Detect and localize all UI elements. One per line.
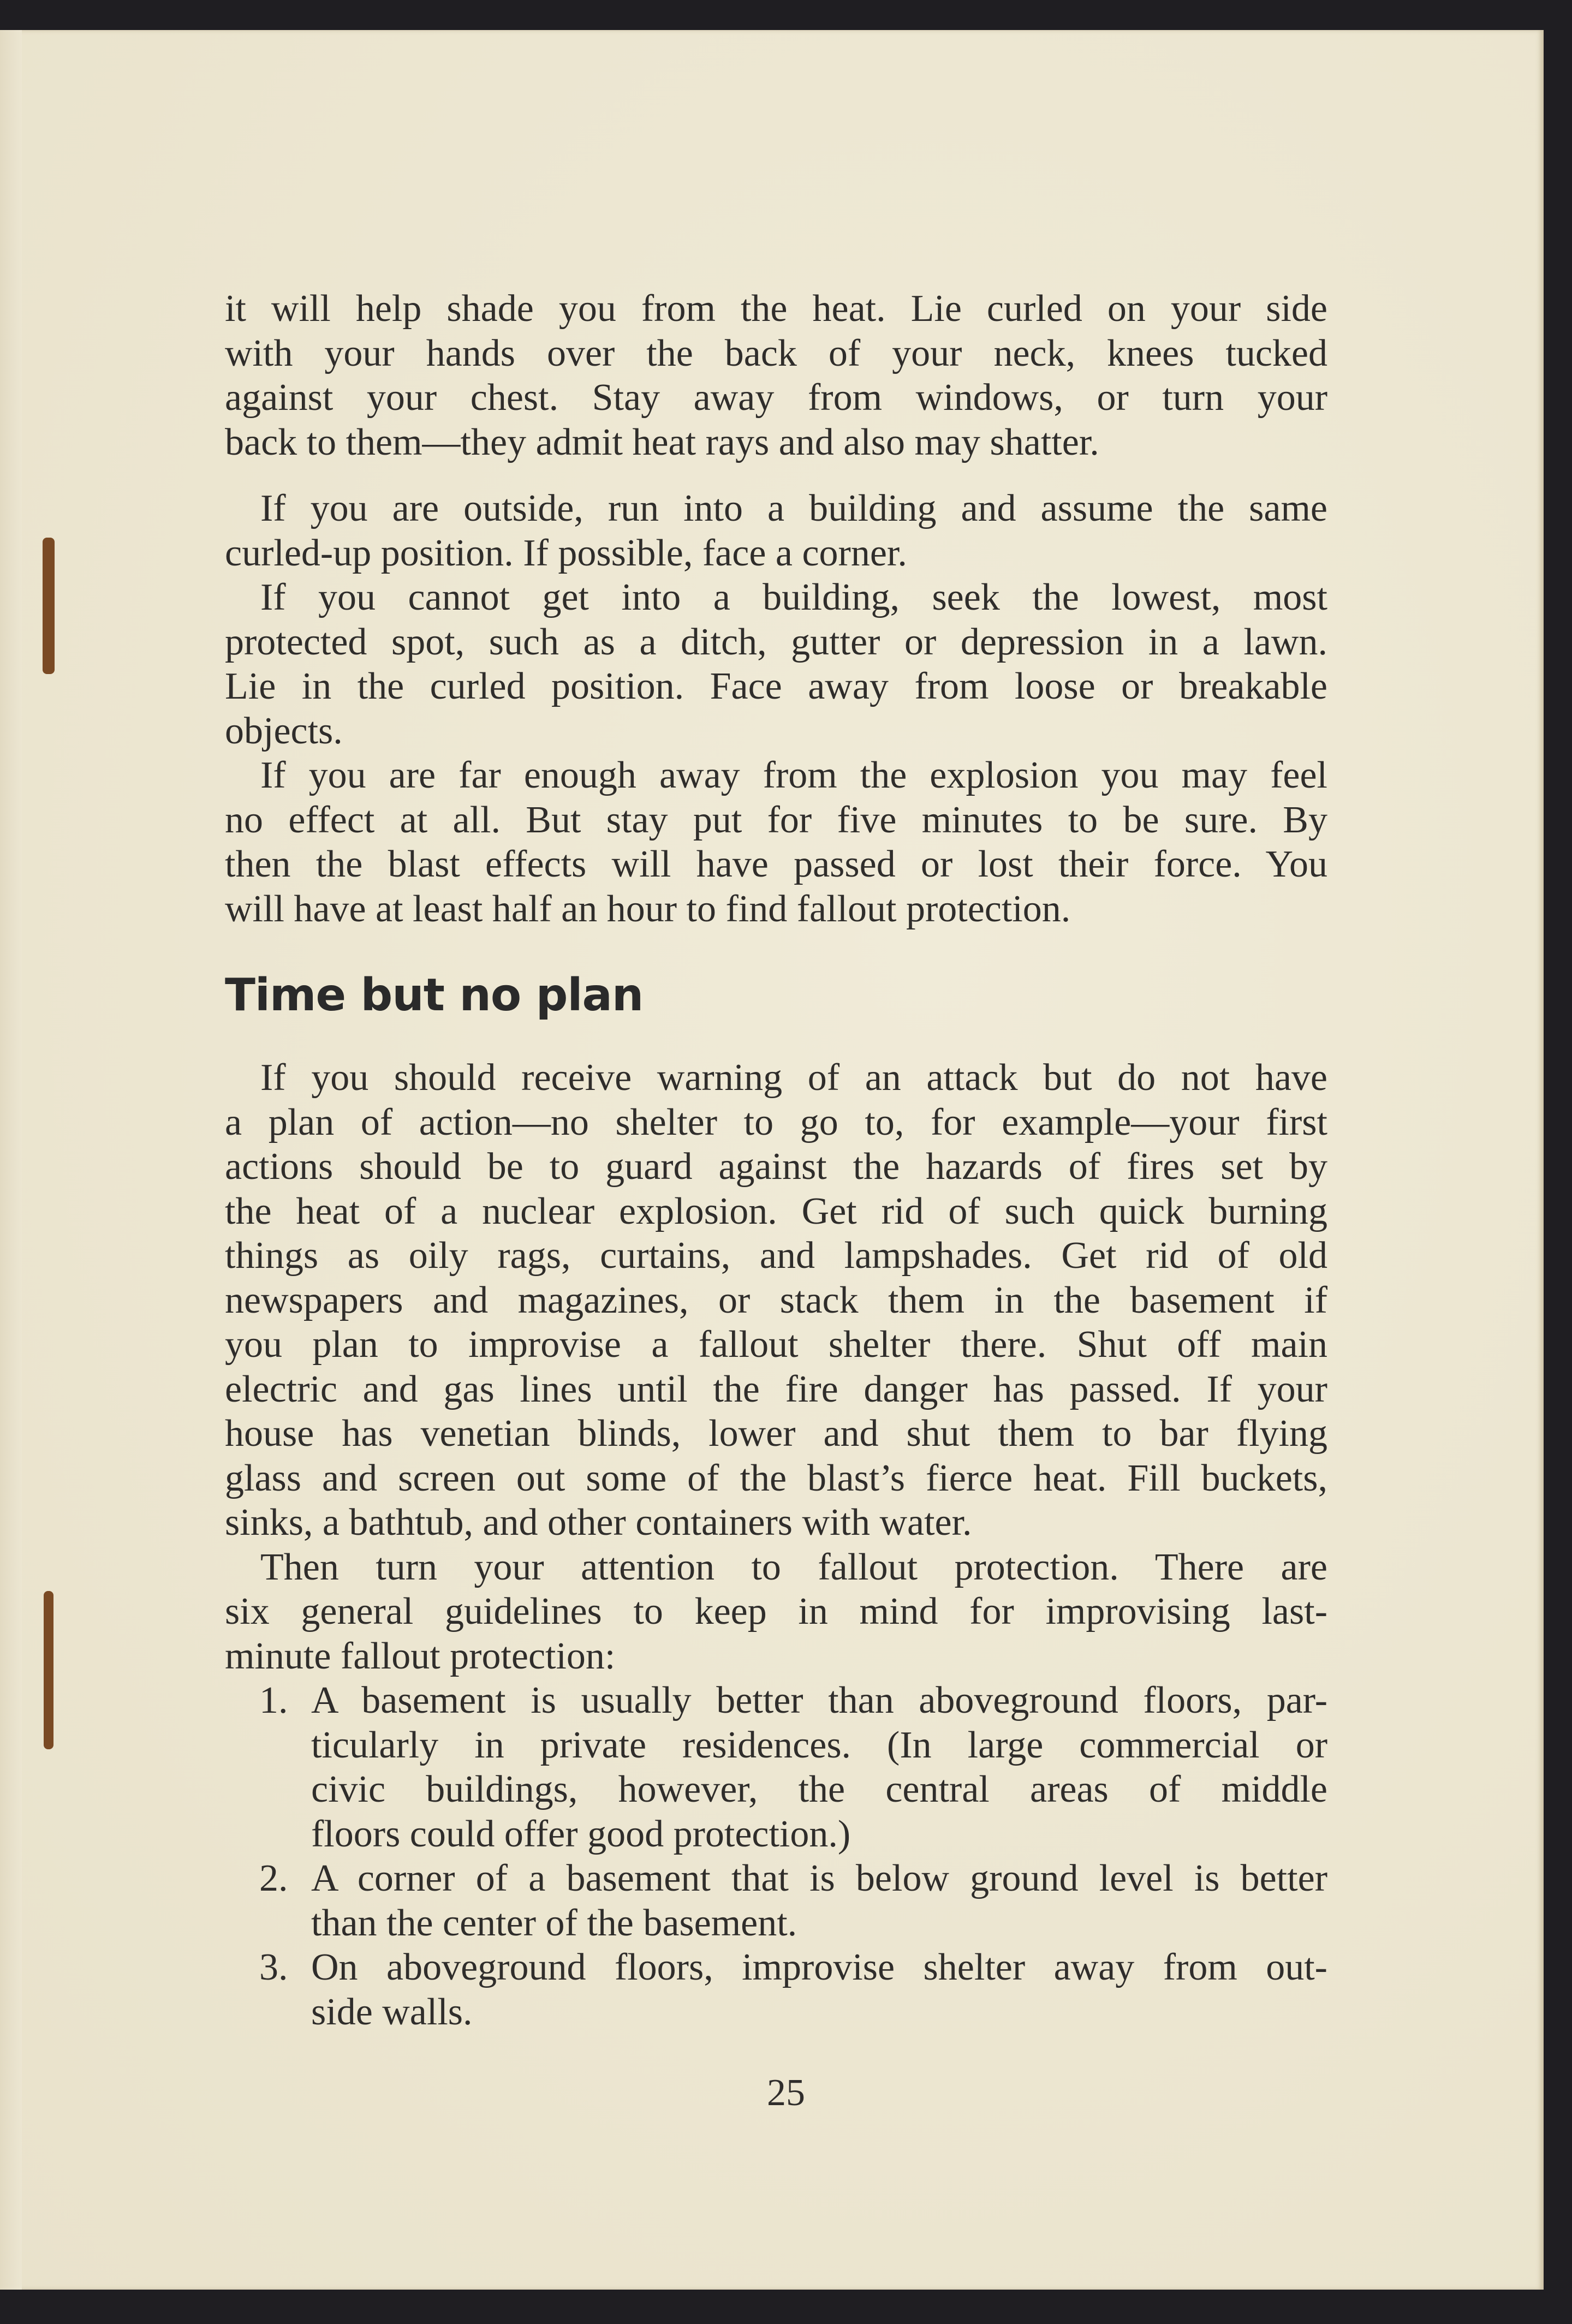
list-number: 1. <box>259 1679 288 1721</box>
text-line: sinks, a bathtub, and other containers with water. <box>225 1501 972 1544</box>
text-line: glass and screen out some of the blast’s fierce heat. Fill buckets, <box>225 1457 1327 1499</box>
page-spine <box>0 30 22 2290</box>
text-line: back to them—they admit heat rays and also may shatter. <box>225 421 1099 463</box>
text-line: will have at least half an hour to find fallout protection. <box>225 887 1071 930</box>
section-heading: Time but no plan <box>225 969 644 1021</box>
text-line: the heat of a nuclear explosion. Get rid of such quick burning <box>225 1190 1327 1232</box>
paragraph <box>225 486 1327 575</box>
text-line: a plan of action—no shelter to go to, for example—your first <box>225 1101 1327 1143</box>
text-line: then the blast effects will have passed or lost their force. You <box>225 843 1327 885</box>
document-page <box>0 30 1544 2290</box>
text-line: A basement is usually better than aboveground floors, par- <box>311 1679 1327 1721</box>
text-line: six general guidelines to keep in mind for improvising last- <box>225 1590 1327 1632</box>
text-line: against your chest. Stay away from windows, or turn your <box>225 377 1327 419</box>
text-line: electric and gas lines until the fire danger has passed. If your <box>225 1368 1327 1410</box>
text-line: civic buildings, however, the central areas of middle <box>311 1768 1327 1810</box>
text-line: If you should receive warning of an attack but do not have <box>260 1057 1327 1099</box>
text-line: If you are outside, run into a building and assume the same <box>260 487 1327 529</box>
text-line: ticularly in private residences. (In large commercial or <box>311 1724 1327 1766</box>
binding-thread-bottom <box>44 1591 53 1749</box>
text-line: you plan to improvise a fallout shelter there. Shut off main <box>225 1324 1327 1366</box>
text-line: than the center of the basement. <box>311 1902 797 1944</box>
list-item <box>225 1945 1327 2034</box>
paragraph <box>225 287 1327 464</box>
list-item <box>225 1678 1327 1856</box>
text-line: Then turn your attention to fallout protection. There are <box>260 1546 1327 1588</box>
text-line: it will help shade you from the heat. Lie curled on your side <box>225 288 1327 330</box>
paragraph <box>225 1056 1327 1545</box>
text-line: objects. <box>225 710 343 752</box>
text-line: side walls. <box>311 1991 473 2033</box>
text-line: minute fallout protection: <box>225 1635 616 1677</box>
paragraph <box>225 1545 1327 1679</box>
text-line: If you cannot get into a building, seek the lowest, most <box>260 576 1327 618</box>
page-body <box>225 287 1327 2034</box>
list-number: 2. <box>259 1857 288 1899</box>
binding-thread-top <box>43 538 55 674</box>
text-line: A corner of a basement that is below ground level is better <box>311 1857 1327 1899</box>
paragraph <box>225 575 1327 753</box>
text-line: protected spot, such as a ditch, gutter or depression in a lawn. <box>225 621 1327 663</box>
page-number: 25 <box>767 2072 805 2114</box>
text-line: On aboveground floors, improvise shelter away from out- <box>311 1946 1327 1988</box>
text-line: with your hands over the back of your neck, knees tucked <box>225 332 1327 374</box>
text-line: things as oily rags, curtains, and lampshades. Get rid of old <box>225 1235 1327 1277</box>
text-line: curled-up position. If possible, face a corner. <box>225 532 907 574</box>
text-line: floors could offer good protection.) <box>311 1813 851 1855</box>
paragraph <box>225 753 1327 931</box>
list-item <box>225 1856 1327 1945</box>
text-line: house has venetian blinds, lower and shut them to bar flying <box>225 1413 1327 1455</box>
text-line: newspapers and magazines, or stack them in the basement if <box>225 1279 1327 1321</box>
text-line: actions should be to guard against the hazards of fires set by <box>225 1146 1327 1188</box>
text-line: If you are far enough away from the explosion you may feel <box>260 754 1327 796</box>
text-line: Lie in the curled position. Face away from loose or breakable <box>225 665 1327 707</box>
list-number: 3. <box>259 1946 288 1988</box>
text-line: no effect at all. But stay put for five minutes to be sure. By <box>225 798 1327 841</box>
